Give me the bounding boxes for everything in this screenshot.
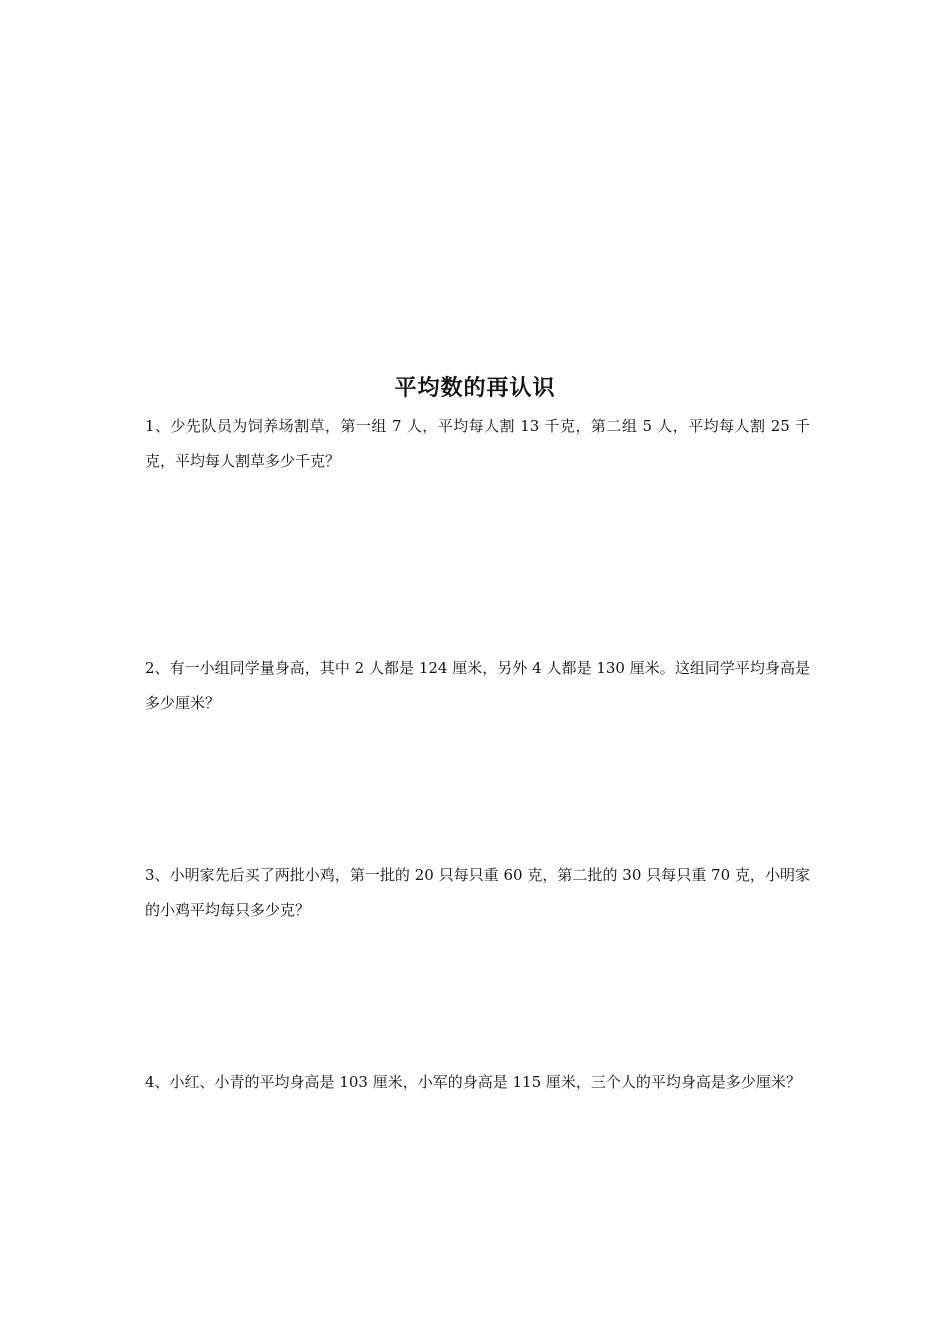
question-3: 3、小明家先后买了两批小鸡，第一批的 20 只每只重 60 克，第二批的 30 只每只重 70 克，小明家的小鸡平均每只多少克？ [145,866,810,919]
question-2: 2、有一小组同学量身高，其中 2 人都是 124 厘米，另外 4 人都是 130 厘米。这组同学平均身高是多少厘米？ [145,659,810,712]
question-1: 1、少先队员为饲养场割草，第一组 7 人，平均每人割 13 千克，第二组 5 人，平均每人割 25 千克，平均每人割草多少千克？ [145,417,810,470]
page-title: 平均数的再认识 [394,375,556,401]
question-4: 4、小红、小青的平均身高是 103 厘米，小军的身高是 115 厘米，三个人的平均身高是多少厘米？ [145,1073,801,1091]
